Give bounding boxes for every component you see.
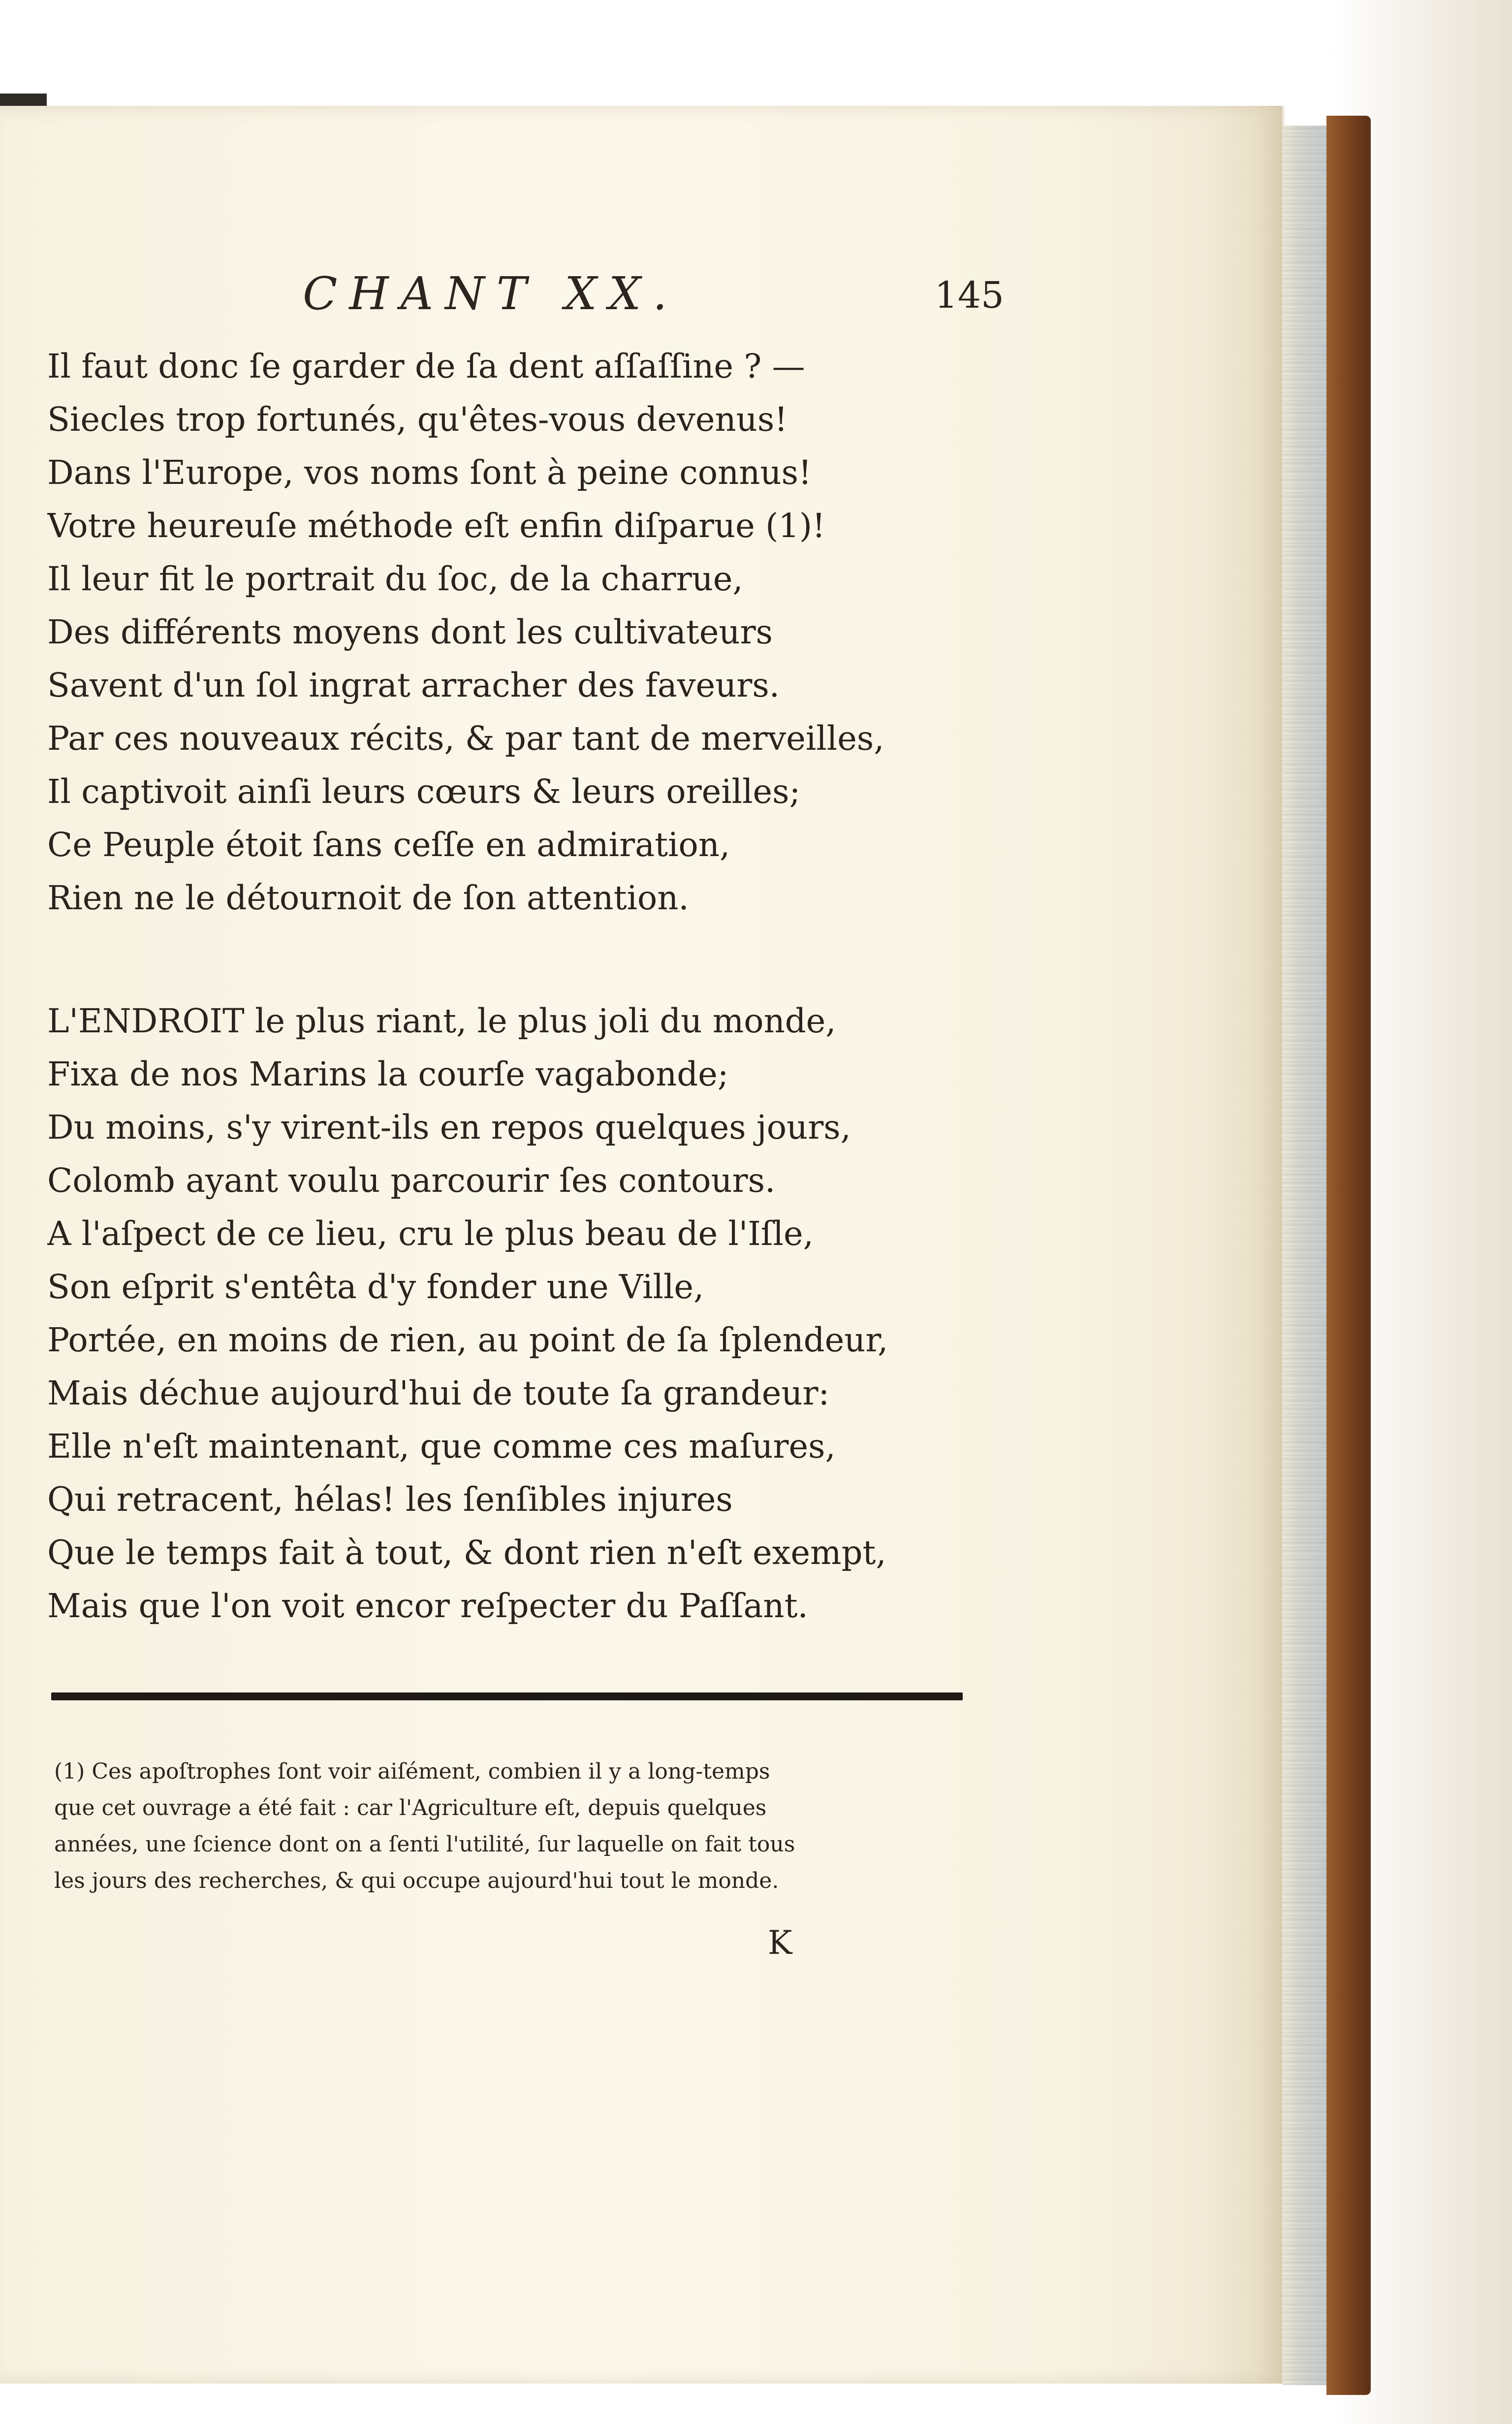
verse-line: Savent d'un ſol ingrat arracher des faveurs. [47, 666, 780, 704]
page-header [44, 267, 1004, 326]
stanza-2 [47, 994, 997, 1632]
footnote-line: (1) Ces apoſtrophes ſont voir aiſément, combien il y a long-temps [54, 1759, 770, 1784]
verse-line: Dans l'Europe, vos noms ſont à peine connus! [47, 453, 812, 492]
verse-line: Il faut donc ſe garder de ſa dent aſſaſſine ? — [47, 347, 805, 385]
verse-line: Siecles trop fortunés, qu'êtes-vous devenus! [47, 400, 788, 439]
verse-line: Ce Peuple étoit ſans ceſſe en admiration, [47, 826, 730, 864]
verse-line: Mais déchue aujourd'hui de toute ſa grandeur: [47, 1374, 830, 1412]
signature-mark: K [768, 1924, 792, 1962]
page-shadow [1211, 106, 1285, 2384]
footnote-line: que cet ouvrage a été fait : car l'Agriculture eſt, depuis quelques [54, 1795, 767, 1820]
verse-line: L'ENDROIT le plus riant, le plus joli du monde, [47, 1002, 836, 1040]
verse-line: Son eſprit s'entêta d'y fonder une Ville, [47, 1268, 704, 1306]
stanza-1 [47, 340, 997, 925]
verse-line: Rien ne le détournoit de ſon attention. [47, 879, 689, 917]
verse-line: Colomb ayant voulu parcourir ſes contours. [47, 1161, 776, 1200]
verse-line: Qui retracent, hélas! les ſenſibles injures [47, 1480, 733, 1519]
verse-line: Elle n'eſt maintenant, que comme ces maſures, [47, 1427, 836, 1466]
running-title: CHANT XX. [303, 267, 679, 320]
book-cover-edge [1326, 116, 1371, 2395]
verse-line: Que le temps fait à tout, & dont rien n'eſt exempt, [47, 1533, 886, 1572]
verse-line: Votre heureuſe méthode eſt enfin diſparue (1)! [47, 507, 825, 545]
verse-line: Du moins, s'y virent-ils en repos quelques jours, [47, 1108, 851, 1147]
section-rule [51, 1692, 963, 1700]
page-number: 145 [934, 274, 1004, 317]
footnote-line: années, une ſcience dont on a ſenti l'utilité, ſur laquelle on fait tous [54, 1832, 795, 1857]
verse-line: Il captivoit ainſi leurs cœurs & leurs oreilles; [47, 772, 801, 811]
verse-line: A l'aſpect de ce lieu, cru le plus beau de l'Iſle, [47, 1214, 814, 1253]
verse-line: Mais que l'on voit encor reſpecter du Paſſant. [47, 1587, 808, 1625]
verse-line: Il leur fit le portrait du ſoc, de la charrue, [47, 560, 743, 598]
footnote-line: les jours des recherches, & qui occupe aujourd'hui tout le monde. [54, 1868, 779, 1893]
verse-line: Fixa de nos Marins la courſe vagabonde; [47, 1055, 729, 1093]
footnote [54, 1754, 979, 1899]
verse-line: Par ces nouveaux récits, & par tant de merveilles, [47, 719, 884, 758]
verse-line: Portée, en moins de rien, au point de ſa ſplendeur, [47, 1321, 888, 1359]
verse-line: Des différents moyens dont les cultivateurs [47, 613, 773, 651]
page-fore-edge [1282, 126, 1326, 2385]
